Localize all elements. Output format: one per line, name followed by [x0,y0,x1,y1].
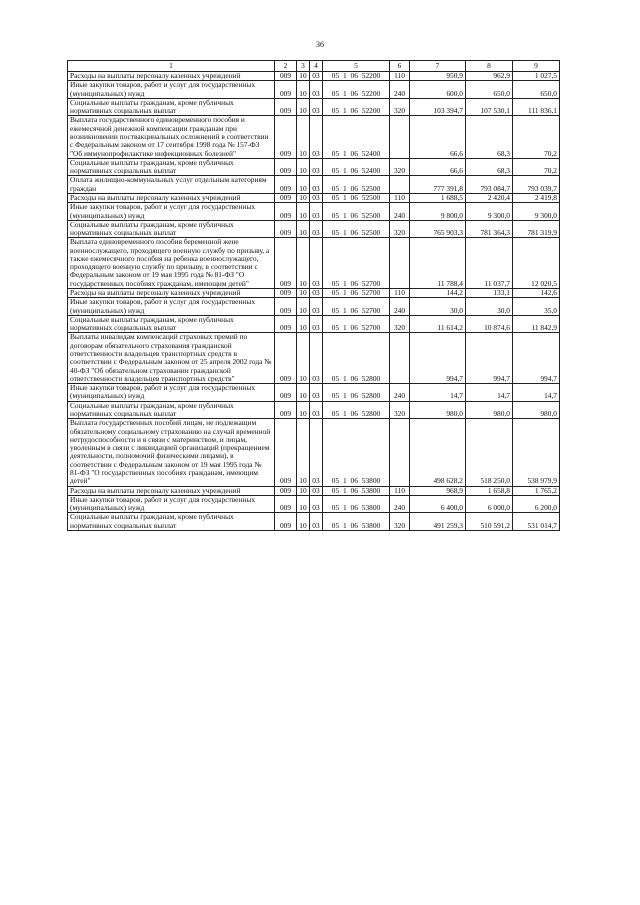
row-name: Социальные выплаты гражданам, кроме публичных нормативных социальных выплат [68,158,275,176]
amount-year-2: 133,1 [466,289,513,298]
table-row [68,98,560,116]
amount-year-1: 980,0 [410,401,466,419]
section-code: 10 [297,289,310,298]
table-row [68,203,560,221]
row-name: Социальные выплаты гражданам, кроме публичных нормативных социальных выплат [68,220,275,238]
amount-year-1: 1 688,5 [410,193,466,202]
amount-year-1: 994,7 [410,333,466,384]
grbs-code: 009 [275,298,297,316]
section-code: 10 [297,495,310,513]
amount-year-3: 9 300,0 [513,203,560,221]
table-row [68,158,560,176]
grbs-code: 009 [275,238,297,289]
amount-year-3: 1 765,2 [513,486,560,495]
amount-year-3: 142,6 [513,289,560,298]
grbs-code: 009 [275,289,297,298]
subsection-code: 03 [310,98,323,116]
row-name: Выплаты инвалидам компенсаций страховых премий по договорам обязательного страхования гражданской ответственности владельцев транспортных средств в соответствии с Федеральным законом от 25 апреля 2002 года № 40-ФЗ "Об обязательном страховании гражданской ответственности владельцев транспортных средств" [68,333,275,384]
section-code: 10 [297,193,310,202]
amount-year-2: 962,9 [466,72,513,81]
grbs-code: 009 [275,81,297,99]
amount-year-3: 2 419,8 [513,193,560,202]
amount-year-2: 107 530,1 [466,98,513,116]
row-name: Выплата государственного единовременного пособия и ежемесячной денежной компенсации гражданам при возникновении поствакцинальных осложнений в соответствии с Федеральным законом от 17 сентября 1998 года № 157-ФЗ "Об иммунопрофилактике инфекционных болезней" [68,116,275,158]
amount-year-1: 66,6 [410,116,466,158]
expense-type-code: 110 [390,193,410,202]
target-article-code: 05 1 06 52700 [323,289,390,298]
subsection-code: 03 [310,513,323,531]
row-name: Социальные выплаты гражданам, кроме публичных нормативных социальных выплат [68,315,275,333]
target-article-code: 05 1 06 52800 [323,384,390,402]
grbs-code: 009 [275,193,297,202]
row-name: Иные закупки товаров, работ и услуг для государственных (муниципальных) нужд [68,495,275,513]
target-article-code: 05 1 06 52400 [323,158,390,176]
section-code: 10 [297,203,310,221]
subsection-code: 03 [310,176,323,194]
expense-type-code: 110 [390,72,410,81]
expense-type-code [390,238,410,289]
expense-type-code: 320 [390,98,410,116]
row-name: Выплата государственных пособий лицам, не подлежащим обязательному социальному страхованию на случай временной нетрудоспособности и в связи с материнством, и лицам, уволенным в связи с ликвидацией организаций (прекращением деятельности, полномочий физическими лицами), в соответствии с Федеральным законом от 19 мая 1995 года № 81-ФЗ "О государственных пособиях гражданам, имеющим детей" [68,419,275,486]
row-name: Иные закупки товаров, работ и услуг для государственных (муниципальных) нужд [68,81,275,99]
amount-year-2: 10 874,6 [466,315,513,333]
row-name: Социальные выплаты гражданам, кроме публичных нормативных социальных выплат [68,513,275,531]
target-article-code: 05 1 06 52500 [323,220,390,238]
target-article-code: 05 1 06 52500 [323,176,390,194]
target-article-code: 05 1 06 52400 [323,116,390,158]
amount-year-1: 491 259,3 [410,513,466,531]
expense-type-code [390,333,410,384]
expense-type-code: 110 [390,486,410,495]
amount-year-2: 518 250,0 [466,419,513,486]
expense-type-code: 320 [390,401,410,419]
column-header: 3 [297,61,310,72]
grbs-code: 009 [275,486,297,495]
target-article-code: 05 1 06 52700 [323,298,390,316]
section-code: 10 [297,72,310,81]
section-code: 10 [297,315,310,333]
grbs-code: 009 [275,98,297,116]
section-code: 10 [297,238,310,289]
amount-year-1: 144,2 [410,289,466,298]
target-article-code: 05 1 06 53800 [323,486,390,495]
amount-year-3: 12 020,5 [513,238,560,289]
amount-year-1: 777 391,8 [410,176,466,194]
grbs-code: 009 [275,158,297,176]
expense-type-code: 320 [390,158,410,176]
amount-year-3: 14,7 [513,384,560,402]
subsection-code: 03 [310,289,323,298]
section-code: 10 [297,98,310,116]
amount-year-2: 781 364,3 [466,220,513,238]
section-code: 10 [297,419,310,486]
target-article-code: 05 1 06 53800 [323,419,390,486]
column-header: 9 [513,61,560,72]
column-header: 4 [310,61,323,72]
amount-year-1: 103 394,7 [410,98,466,116]
row-name: Расходы на выплаты персоналу казенных учреждений [68,289,275,298]
target-article-code: 05 1 06 52700 [323,238,390,289]
row-name: Расходы на выплаты персоналу казенных учреждений [68,72,275,81]
subsection-code: 03 [310,72,323,81]
amount-year-2: 6 000,0 [466,495,513,513]
subsection-code: 03 [310,333,323,384]
row-name: Выплата единовременного пособия беременной жене военнослужащего, проходящего военную службу по призыву, а также ежемесячного пособия на ребенка военнослужащего, проходящего военную службу по призыву, в соответствии с Федеральным законом от 19 мая 1995 года № 81-ФЗ "О государственных пособиях гражданам, имеющим детей" [68,238,275,289]
grbs-code: 009 [275,401,297,419]
section-code: 10 [297,298,310,316]
subsection-code: 03 [310,401,323,419]
section-code: 10 [297,158,310,176]
target-article-code: 05 1 06 52800 [323,333,390,384]
grbs-code: 009 [275,419,297,486]
subsection-code: 03 [310,315,323,333]
amount-year-1: 498 628,2 [410,419,466,486]
table-row [68,419,560,486]
subsection-code: 03 [310,486,323,495]
section-code: 10 [297,384,310,402]
amount-year-1: 11 788,4 [410,238,466,289]
table-row [68,220,560,238]
expense-type-code: 240 [390,495,410,513]
section-code: 10 [297,333,310,384]
subsection-code: 03 [310,495,323,513]
table-row [68,513,560,531]
amount-year-2: 994,7 [466,333,513,384]
table-body [68,72,560,531]
amount-year-1: 11 614,2 [410,315,466,333]
amount-year-3: 70,2 [513,158,560,176]
grbs-code: 009 [275,384,297,402]
amount-year-1: 9 800,0 [410,203,466,221]
page-number: 36 [316,40,324,49]
grbs-code: 009 [275,116,297,158]
grbs-code: 009 [275,333,297,384]
column-header: 7 [410,61,466,72]
target-article-code: 05 1 06 52200 [323,72,390,81]
target-article-code: 05 1 06 52700 [323,315,390,333]
amount-year-2: 14,7 [466,384,513,402]
amount-year-2: 980,0 [466,401,513,419]
target-article-code: 05 1 06 52200 [323,81,390,99]
grbs-code: 009 [275,513,297,531]
amount-year-3: 111 836,1 [513,98,560,116]
section-code: 10 [297,513,310,531]
amount-year-1: 66,6 [410,158,466,176]
expense-type-code: 240 [390,81,410,99]
column-header: 6 [390,61,410,72]
target-article-code: 05 1 06 52500 [323,193,390,202]
amount-year-3: 781 319,9 [513,220,560,238]
subsection-code: 03 [310,193,323,202]
target-article-code: 05 1 06 52500 [323,203,390,221]
row-name: Расходы на выплаты персоналу казенных учреждений [68,486,275,495]
expense-type-code [390,176,410,194]
amount-year-3: 11 842,9 [513,315,560,333]
table-row [68,401,560,419]
amount-year-3: 6 200,0 [513,495,560,513]
table-row [68,315,560,333]
amount-year-3: 793 039,7 [513,176,560,194]
row-name: Социальные выплаты гражданам, кроме публичных нормативных социальных выплат [68,98,275,116]
amount-year-2: 2 420,4 [466,193,513,202]
header-row [68,61,560,72]
amount-year-1: 765 903,3 [410,220,466,238]
amount-year-3: 1 027,5 [513,72,560,81]
column-header: 1 [68,61,275,72]
subsection-code: 03 [310,419,323,486]
table-row [68,176,560,194]
amount-year-2: 68,3 [466,158,513,176]
grbs-code: 009 [275,315,297,333]
grbs-code: 009 [275,203,297,221]
amount-year-3: 70,2 [513,116,560,158]
amount-year-2: 510 591,2 [466,513,513,531]
expense-type-code: 320 [390,315,410,333]
budget-table [67,60,560,531]
table-row [68,495,560,513]
section-code: 10 [297,486,310,495]
amount-year-2: 650,0 [466,81,513,99]
table-row [68,486,560,495]
subsection-code: 03 [310,384,323,402]
section-code: 10 [297,81,310,99]
target-article-code: 05 1 06 52800 [323,401,390,419]
amount-year-1: 6 400,0 [410,495,466,513]
subsection-code: 03 [310,158,323,176]
subsection-code: 03 [310,298,323,316]
target-article-code: 05 1 06 53800 [323,513,390,531]
amount-year-3: 35,0 [513,298,560,316]
grbs-code: 009 [275,72,297,81]
section-code: 10 [297,401,310,419]
amount-year-2: 68,3 [466,116,513,158]
amount-year-3: 650,0 [513,81,560,99]
subsection-code: 03 [310,238,323,289]
table-row [68,81,560,99]
row-name: Иные закупки товаров, работ и услуг для государственных (муниципальных) нужд [68,298,275,316]
amount-year-2: 1 658,8 [466,486,513,495]
table-row [68,116,560,158]
amount-year-3: 538 979,9 [513,419,560,486]
row-name: Социальные выплаты гражданам, кроме публичных нормативных социальных выплат [68,401,275,419]
section-code: 10 [297,116,310,158]
amount-year-1: 600,0 [410,81,466,99]
row-name: Оплата жилищно-коммунальных услуг отдельным категориям граждан [68,176,275,194]
expense-type-code: 320 [390,220,410,238]
amount-year-1: 968,9 [410,486,466,495]
amount-year-3: 531 014,7 [513,513,560,531]
section-code: 10 [297,220,310,238]
section-code: 10 [297,176,310,194]
amount-year-2: 30,0 [466,298,513,316]
expense-type-code: 110 [390,289,410,298]
amount-year-2: 9 300,0 [466,203,513,221]
expense-type-code: 240 [390,298,410,316]
amount-year-2: 11 037,7 [466,238,513,289]
expense-type-code: 320 [390,513,410,531]
expense-type-code: 240 [390,203,410,221]
table-row [68,384,560,402]
row-name: Иные закупки товаров, работ и услуг для государственных (муниципальных) нужд [68,384,275,402]
subsection-code: 03 [310,203,323,221]
subsection-code: 03 [310,220,323,238]
row-name: Расходы на выплаты персоналу казенных учреждений [68,193,275,202]
amount-year-1: 950,9 [410,72,466,81]
grbs-code: 009 [275,495,297,513]
column-header: 5 [323,61,390,72]
amount-year-3: 980,0 [513,401,560,419]
table-row [68,298,560,316]
amount-year-3: 994,7 [513,333,560,384]
grbs-code: 009 [275,176,297,194]
amount-year-1: 30,0 [410,298,466,316]
amount-year-2: 793 084,7 [466,176,513,194]
grbs-code: 009 [275,220,297,238]
column-header: 2 [275,61,297,72]
expense-type-code [390,419,410,486]
expense-type-code [390,116,410,158]
table-row [68,333,560,384]
expense-type-code: 240 [390,384,410,402]
subsection-code: 03 [310,81,323,99]
row-name: Иные закупки товаров, работ и услуг для государственных (муниципальных) нужд [68,203,275,221]
target-article-code: 05 1 06 52200 [323,98,390,116]
subsection-code: 03 [310,116,323,158]
target-article-code: 05 1 06 53800 [323,495,390,513]
table-row [68,238,560,289]
column-header: 8 [466,61,513,72]
amount-year-1: 14,7 [410,384,466,402]
